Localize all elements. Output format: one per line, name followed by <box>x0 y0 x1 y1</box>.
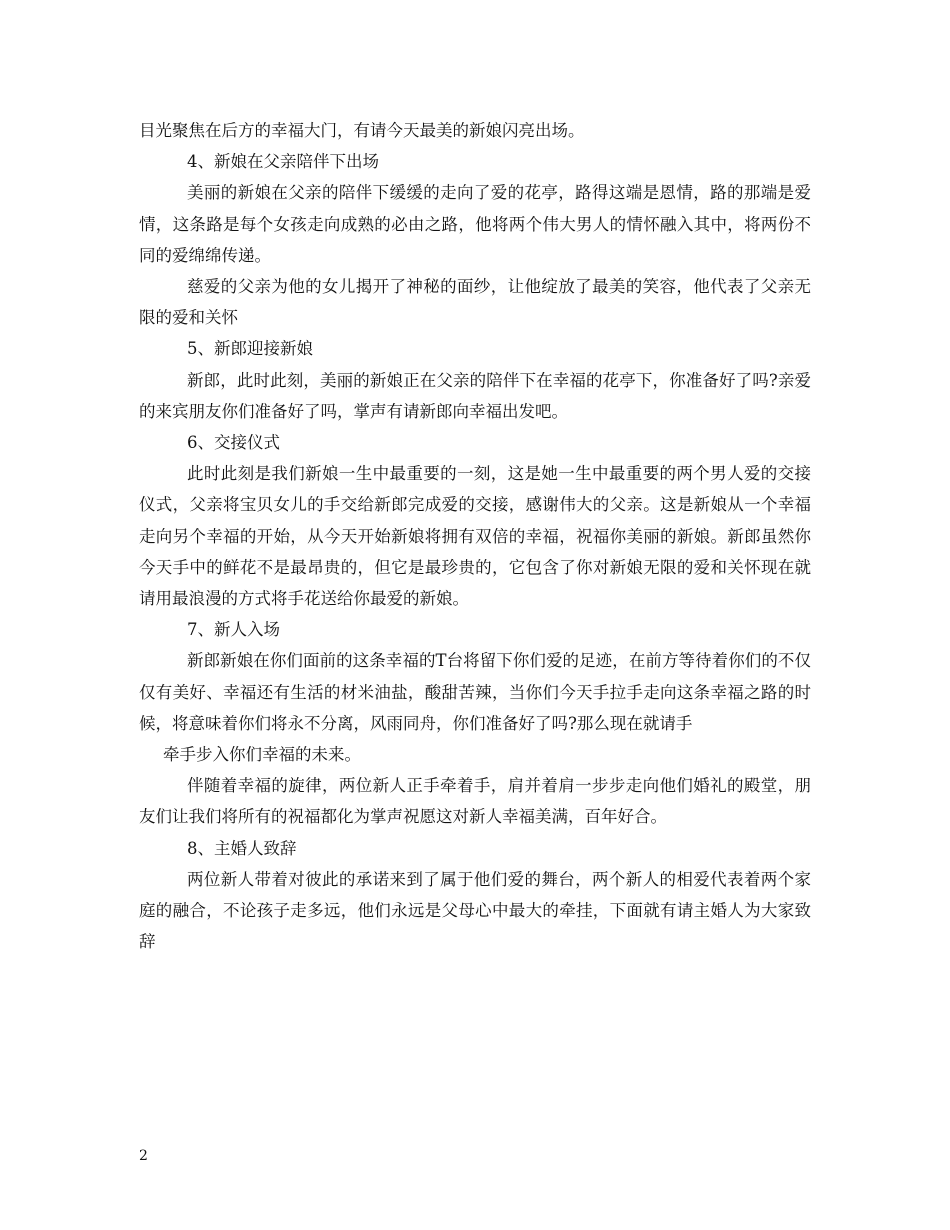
paragraph-11: 伴随着幸福的旋律，两位新人正手牵着手，肩并着肩一步步走向他们婚礼的殿堂，朋友们让我们将所有的祝福都化为掌声祝愿这对新人幸福美满，百年好合。 <box>139 776 811 827</box>
page-number: 2 <box>139 1148 148 1164</box>
section-heading-6: 6、交接仪式 <box>187 433 280 453</box>
paragraph-0: 目光聚焦在后方的幸福大门，有请今天最美的新娘闪亮出场。 <box>139 121 585 140</box>
paragraph-13: 两位新人带着对彼此的承诺来到了属于他们爱的舞台，两个新人的相爱代表着两个家庭的融合，不论孩子走多远，他们永远是父母心中最大的牵挂，下面就有请主婚人为大家致辞 <box>139 869 811 952</box>
paragraph-3: 慈爱的父亲为他的女儿揭开了神秘的面纱，让他绽放了最美的笑容，他代表了父亲无限的爱和关怀 <box>139 277 811 328</box>
paragraph-10: 牵手步入你们幸福的未来。 <box>163 745 361 765</box>
document-body <box>139 115 811 957</box>
section-heading-7: 7、新人入场 <box>187 620 280 640</box>
section-heading-4: 4、新娘在父亲陪伴下出场 <box>187 152 379 172</box>
paragraph-7: 此时此刻是我们新娘一生中最重要的一刻，这是她一生中最重要的两个男人爱的交接仪式，父亲将宝贝女儿的手交给新郎完成爱的交接，感谢伟大的父亲。这是新娘从一个幸福走向另个幸福的开始，从今天开始新娘将拥有双倍的幸福，祝福你美丽的新娘。新郎虽然你今天手中的鲜花不是最昂贵的，但它是最珍贵的，它包含了你对新娘无限的爱和关怀现在就请用最浪漫的方式将手花送给你最爱的新娘。 <box>139 464 811 609</box>
section-heading-5: 5、新郎迎接新娘 <box>187 339 313 359</box>
paragraph-5: 新郎，此时此刻，美丽的新娘正在父亲的陪伴下在幸福的花亭下，你准备好了吗?亲爱的来宾朋友你们准备好了吗，掌声有请新郎向幸福出发吧。 <box>139 370 811 421</box>
paragraph-9: 新郎新娘在你们面前的这条幸福的T台将留下你们爱的足迹，在前方等待着你们的不仅仅有美好、幸福还有生活的材米油盐，酸甜苦辣，当你们今天手拉手走向这条幸福之路的时候，将意味着你们将永不分离，风雨同舟，你们准备好了吗?那么现在就请手 <box>139 651 811 733</box>
paragraph-2: 美丽的新娘在父亲的陪伴下缓缓的走向了爱的花亭，路得这端是恩情，路的那端是爱情，这条路是每个女孩走向成熟的必由之路，他将两个伟大男人的情怀融入其中，将两份不同的爱绵绵传递。 <box>139 183 811 265</box>
section-heading-8: 8、主婚人致辞 <box>187 838 297 858</box>
